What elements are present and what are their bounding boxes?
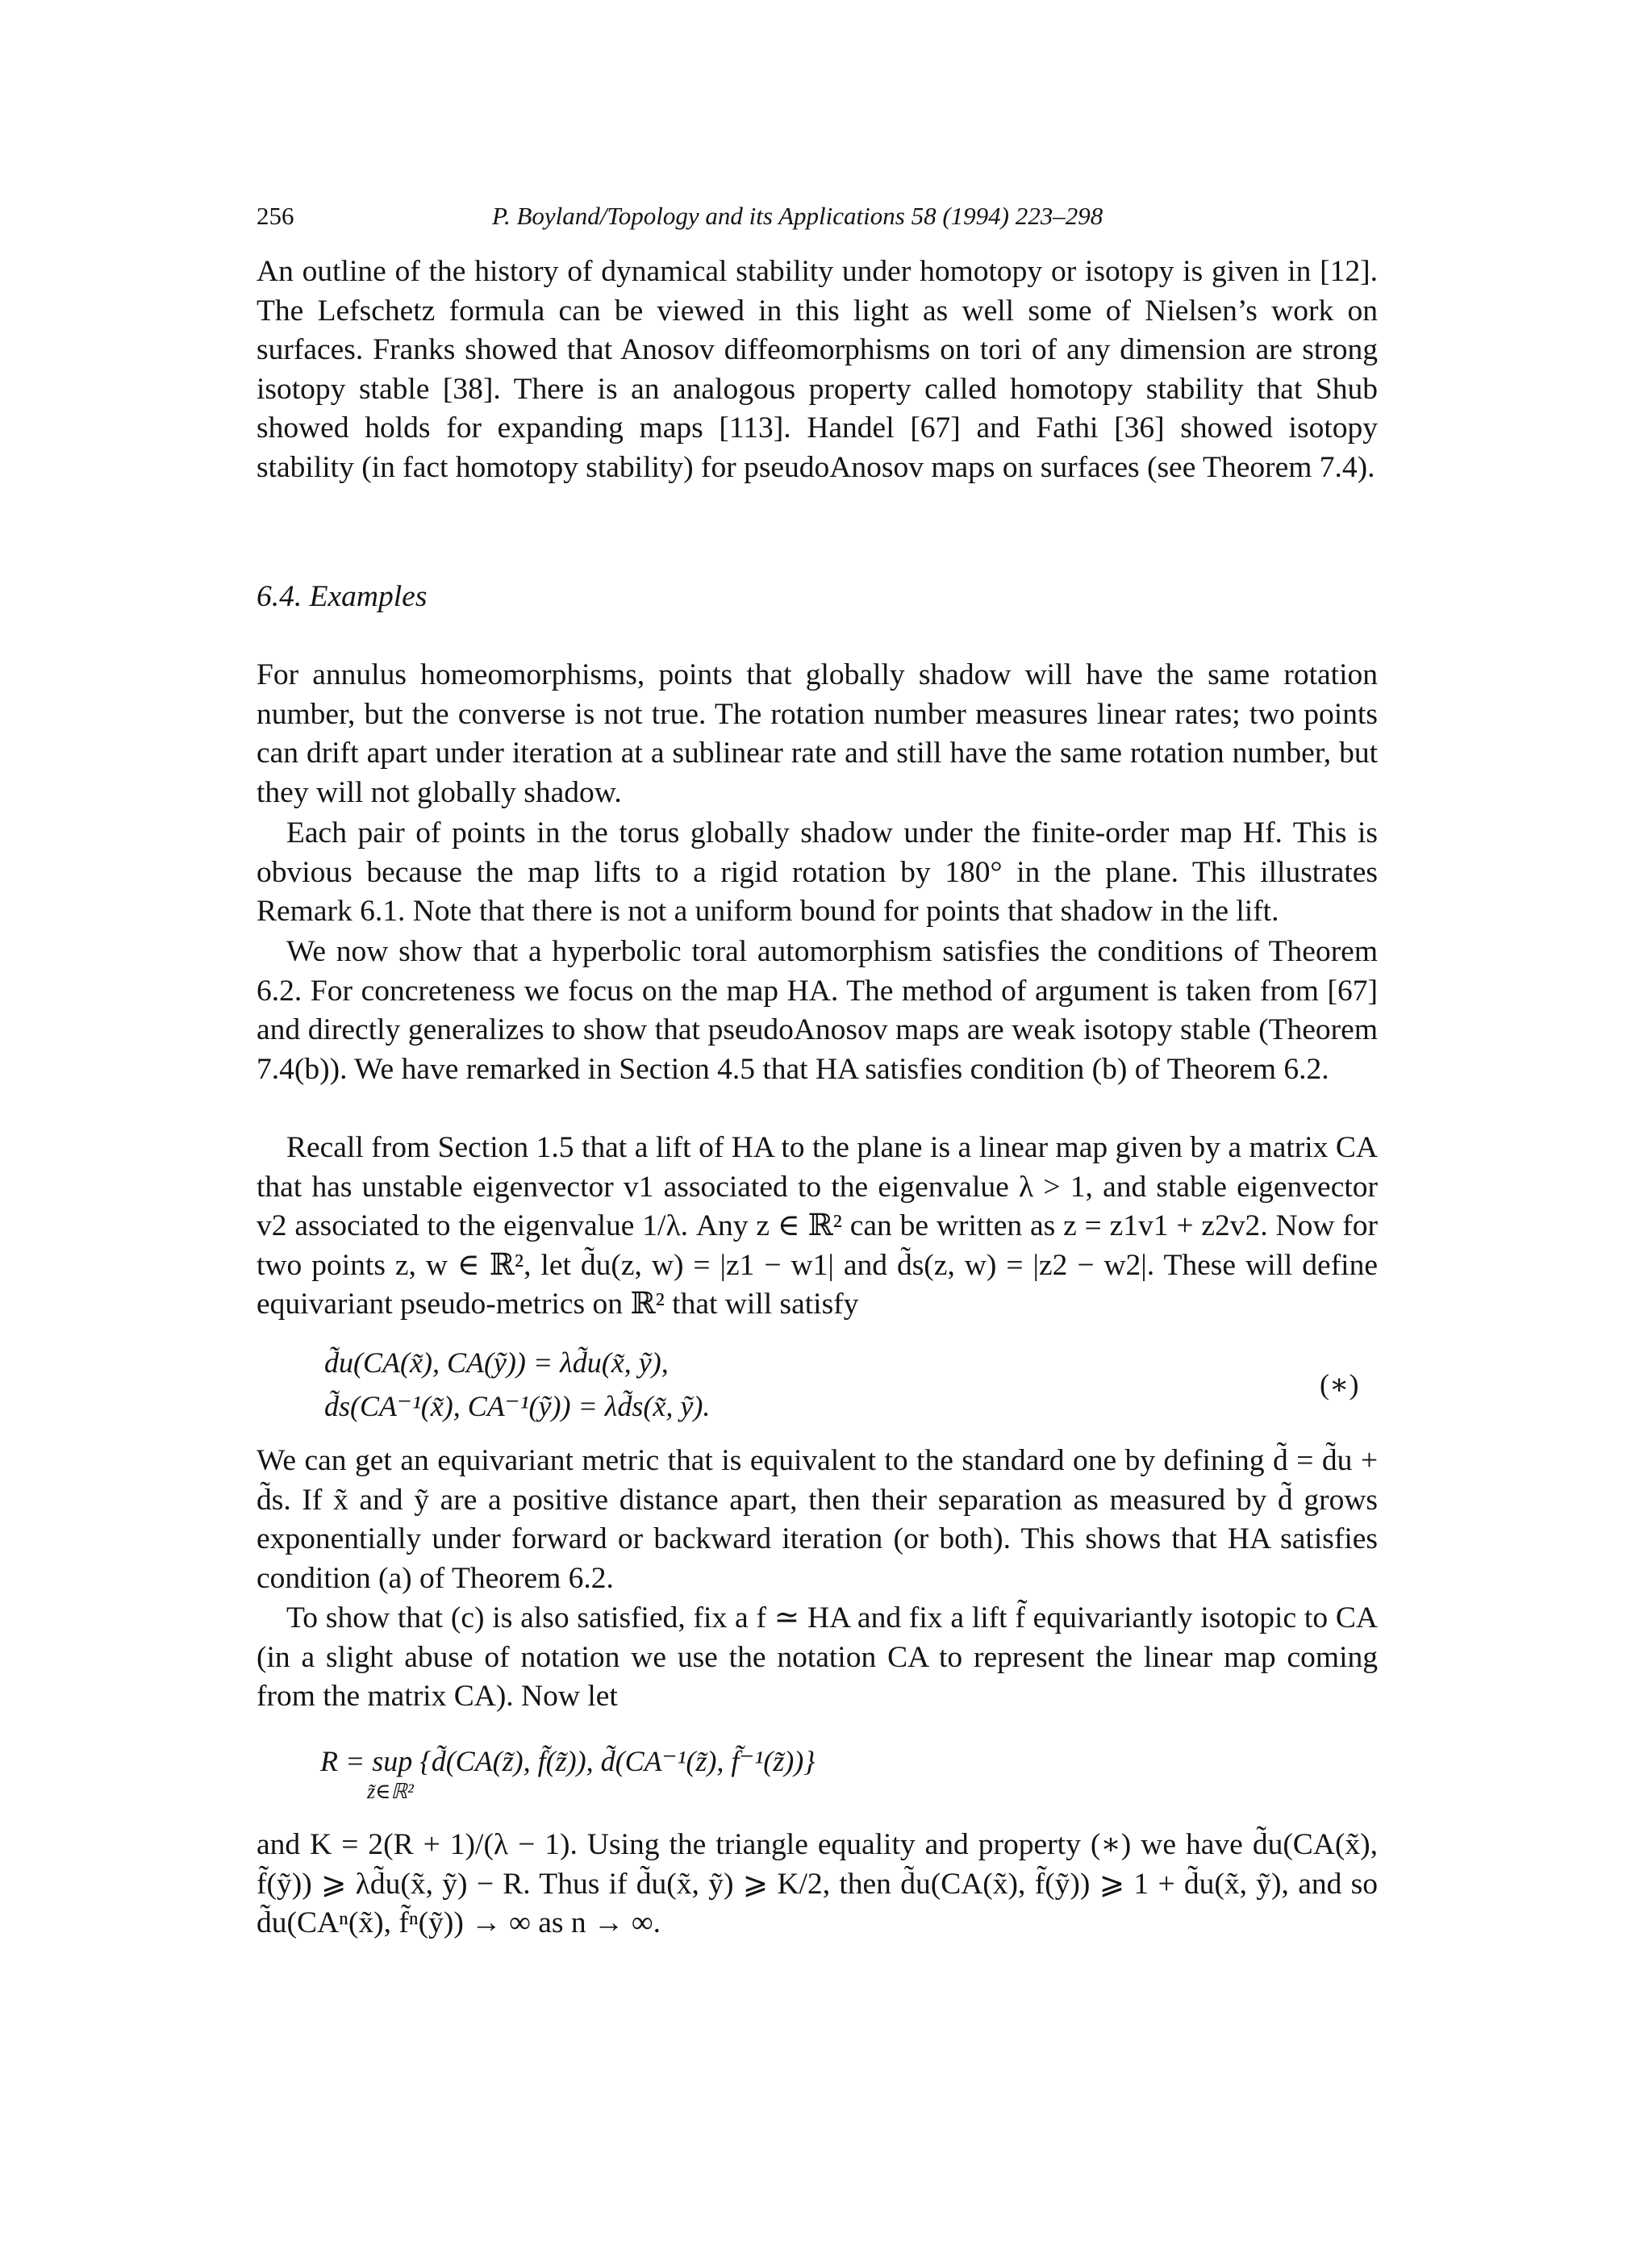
paragraph-metric [257,1442,1378,1598]
paragraph-text: We can get an equivariant metric that is equivalent to the standard one by defining d̃ = d̃u + d̃s. If x̃ and ỹ are a positive distance apart, then their separation as measured by d̃ grows exponentially under forward or backward iteration (or both). This shows that HA satisfies condition (a) of Theorem 6.2. [257,1444,1378,1595]
paragraph-hyperbolic [257,933,1378,1089]
paragraph-torus [257,814,1378,932]
paragraph-text: For annulus homeomorphisms, points that globally shadow will have the same rotation number, but the converse is not true. The rotation number measures linear rates; two points can drift apart under iteration at a sublinear rate and still have the same rotation number, but they will not globally shadow. [257,658,1378,809]
section-heading: 6.4. Examples [257,580,428,613]
equation-line-1: d̃u(CA(x̃), CA(ỹ)) = λd̃u(x̃, ỹ), [324,1346,669,1379]
equation-tag: (∗) [1320,1368,1359,1401]
equation-R [0,1744,1652,1817]
page-number: 256 [257,202,294,230]
equation-R-main: R = sup {d̃(CA(z̃), f̃(z̃)), d̃(CA⁻¹(z̃), f̃⁻¹(z̃))} [320,1745,816,1777]
equation-line-2: d̃s(CA⁻¹(x̃), CA⁻¹(ỹ)) = λd̃s(x̃, ỹ). [324,1390,711,1422]
paragraph-conclusion [257,1826,1378,1943]
paragraph-text: Each pair of points in the torus globally shadow under the finite-order map Hf. This is obvious because the map lifts to a rigid rotation by 180° in the plane. This illustrates Remark 6.1. Note that there is not a uniform bound for points that shadow in the lift. [257,816,1378,929]
paragraph-text: An outline of the history of dynamical stability under homotopy or isotopy is given in [12]. The Lefschetz formula can be viewed in this light as well some of Nielsen’s work on surfaces. Franks showed that Anosov diffeomorphisms on tori of any dimension are strong isotopy stable [38]. There is an analogous property called homotopy stability that Shub showed holds for expanding maps [113]. Handel [67] and Fathi [36] showed isotopy stability (in fact homotopy stability) for pseudoAnosov maps on surfaces (see Theorem 7.4). [257,255,1378,484]
running-head: P. Boyland/Topology and its Applications 58 (1994) 223–298 [492,202,1103,230]
paragraph-text: and K = 2(R + 1)/(λ − 1). Using the triangle equality and property (∗) we have d̃u(CA(x̃), f̃(ỹ)) ⩾ λd̃u(x̃, ỹ) − R. Thus if d̃u(x̃, ỹ) ⩾ K/2, then d̃u(CA(x̃), f̃(ỹ)) ⩾ 1 + d̃u(x̃, ỹ), and so d̃u(CAⁿ(x̃), f̃ⁿ(ỹ)) → ∞ as n → ∞. [257,1828,1378,1940]
paragraph-condition-c [257,1599,1378,1717]
paragraph-text: Recall from Section 1.5 that a lift of HA to the plane is a linear map given by a matrix CA that has unstable eigenvector v1 associated to the eigenvalue λ > 1, and stable eigenvector v2 associated to the eigenvalue 1/λ. Any z ∈ ℝ² can be written as z = z1v1 + z2v2. Now for two points z, w ∈ ℝ², let d̃u(z, w) = |z1 − w1| and d̃s(z, w) = |z2 − w2|. These will define equivariant pseudo-metrics on ℝ² that will satisfy [257,1131,1378,1321]
paragraph-history [257,253,1378,488]
equation-R-subscript: z̃∈ℝ² [367,1780,414,1803]
equation-star [0,1346,1652,1434]
paragraph-lift [257,1129,1378,1325]
paragraph-annulus [257,656,1378,812]
paragraph-text: To show that (c) is also satisfied, fix a f ≃ HA and fix a lift f̃ equivariantly isotopic to CA (in a slight abuse of notation we use the notation CA to represent the linear map coming from the matrix CA). Now let [257,1601,1378,1714]
paragraph-text: We now show that a hyperbolic toral automorphism satisfies the conditions of Theorem 6.2. For concreteness we focus on the map HA. The method of argument is taken from [67] and directly generalizes to show that pseudoAnosov maps are weak isotopy stable (Theorem 7.4(b)). We have remarked in Section 4.5 that HA satisfies condition (b) of Theorem 6.2. [257,935,1378,1086]
